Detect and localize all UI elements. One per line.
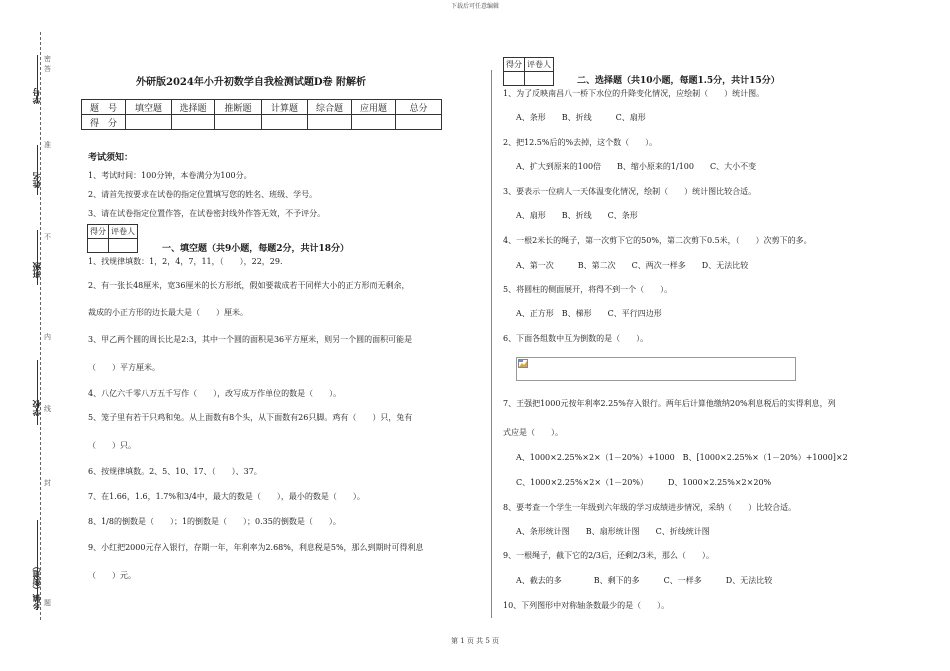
grader-score-label: 得分 (504, 58, 525, 72)
score-table-header: 题 号 (82, 100, 126, 115)
section2-line: 8、要考查一个学生一年级到六年级的学习成绩进步情况，采纳（ ）比较合适。 (503, 503, 797, 512)
section1-heading: 一、填空题（共9小题，每题2分，共计18分） (162, 244, 350, 254)
notice-item: 2、请首先按要求在试卷的指定位置填写您的姓名、班级、学号。 (88, 190, 318, 199)
score-table-header: 应用题 (352, 100, 396, 115)
page-title: 外研版2024年小升初数学自我检测试题D卷 附解析 (136, 77, 366, 88)
section1-line: （ ）只。 (88, 441, 136, 450)
score-cell[interactable] (308, 115, 352, 130)
score-table-header: 总分 (396, 100, 442, 115)
section2-line: 4、一根2米长的绳子，第一次剪下它的50%，第二次剪下0.5米，（ ）次剪下的多。 (503, 236, 812, 245)
field-label-name: 姓名 (31, 172, 41, 188)
seal-char: 题 (44, 599, 51, 607)
grader-name-label: 评卷人 (525, 58, 554, 72)
section2-option-line: A、1000×2.25%×2×（1－20%）+1000 B、[1000×2.25%×（1－20%）+1000]×2 (516, 453, 848, 462)
section2-option-line: A、截去的多 B、剩下的多 C、一样多 D、无法比较 (516, 576, 773, 585)
section2-option-line: A、正方形 B、梯形 C、平行四边形 (516, 309, 662, 318)
section1-line: 9、小红把2000元存入银行，存期一年，年利率为2.68%，利息税是5%，那么到期时可得利息 (88, 543, 424, 552)
section2-line: 10、下列图形中对称轴条数最少的是（ ）。 (503, 601, 670, 610)
section2-option-line: C、1000×2.25%×2×（1－20%） D、1000×2.25%×2×20% (516, 478, 772, 487)
section2-line: 式应是（ ）。 (503, 428, 563, 437)
page-footer: 第 1 页 共 5 页 (450, 637, 500, 645)
broken-image-icon (518, 359, 528, 368)
seal-char: 密 (44, 55, 51, 63)
grader-name-cell[interactable] (109, 239, 138, 253)
score-cell[interactable] (352, 115, 396, 130)
section1-line: 5、笼子里有若干只鸡和兔。从上面数有8个头，从下面数有26只脚。鸡有（ ）只，兔有 (88, 413, 413, 422)
section1-line: （ ）平方厘米。 (88, 363, 160, 372)
section2-line: 7、王强把1000元按年利率2.25%存入银行。两年后计算他缴纳20%利息税后的实得利息，列 (503, 399, 836, 408)
score-table-header: 计算题 (262, 100, 308, 115)
section1-line: 2、有一张长48厘米，宽36厘米的长方形纸，假如要裁成若干同样大小的正方形而无剩余， (88, 281, 410, 290)
column-divider (491, 70, 492, 618)
score-table (81, 99, 442, 130)
score-cell[interactable] (396, 115, 442, 130)
grader-box-section1 (87, 224, 138, 253)
section1-line: （ ）元。 (88, 571, 136, 580)
section1-line: 8、1/8的倒数是（ ）；1的倒数是（ ）；0.35的倒数是（ ）。 (88, 517, 341, 526)
field-line-student-id (37, 55, 38, 103)
score-table-header: 综合题 (308, 100, 352, 115)
section2-option-line: A、第一次 B、第二次 C、两次一样多 D、无法比较 (516, 261, 749, 270)
section2-option-line: A、条形 B、折线 C、扇形 (516, 113, 646, 122)
field-label-student-id: 学号 (31, 88, 41, 104)
section2-line: 3、要表示一位病人一天体温变化情况，绘制（ ）统计图比较合适。 (503, 187, 757, 196)
grader-score-cell[interactable] (504, 72, 525, 86)
section1-line: 裁成的小正方形的边长最大是（ ）厘米。 (88, 308, 248, 317)
field-label-class: 班级 (31, 262, 41, 278)
score-table-header: 填空题 (126, 100, 172, 115)
grader-name-cell[interactable] (525, 72, 554, 86)
seal-char: 线 (44, 405, 51, 413)
section1-line: 3、甲乙两个圆的周长比是2:3，其中一个圆的面积是36平方厘米，则另一个圆的面积可能是 (88, 335, 413, 344)
seal-char: 不 (44, 233, 51, 241)
notice-item: 3、请在试卷指定位置作答，在试卷密封线外作答无效，不予评分。 (88, 209, 326, 218)
score-cell[interactable] (215, 115, 262, 130)
section2-heading: 二、选择题（共10小题，每题1.5分，共计15分） (577, 76, 780, 86)
grader-name-label: 评卷人 (109, 225, 138, 239)
section2-line: 6、下面各组数中互为倒数的是（ ）。 (503, 334, 649, 343)
seal-char: 答 (44, 65, 51, 73)
field-line-school (37, 360, 38, 425)
score-table-header: 推断题 (215, 100, 262, 115)
grader-score-label: 得分 (88, 225, 109, 239)
section1-line: 7、在1.66，1.6，1.7%和3/4中，最大的数是（ ），最小的数是（ ）。 (88, 492, 365, 501)
score-table-row-label: 得 分 (82, 115, 126, 130)
field-line-name (37, 145, 38, 195)
grader-box-section2 (503, 57, 554, 86)
field-line-class (37, 230, 38, 285)
score-table-header: 选择题 (172, 100, 215, 115)
seal-char: 封 (44, 479, 51, 487)
score-cell[interactable] (126, 115, 172, 130)
notice-heading: 考试须知： (88, 153, 134, 163)
section1-line: 1、找规律填数：1，2，4，7，11，（ ），22，29. (88, 257, 283, 266)
section2-line: 1、为了反映南昌八一桥下水位的升降变化情况，应绘制（ ）统计图。 (503, 89, 765, 98)
field-label-township: 乡镇（街道） (31, 562, 41, 610)
section2-line: 2、把12.5%后的%去掉，这个数（ ）。 (503, 138, 658, 147)
section2-option-line: A、扇形 B、折线 C、条形 (516, 211, 638, 220)
section2-line: 5、将圆柱的侧面展开，将得不到一个（ ）。 (503, 285, 673, 294)
grader-score-cell[interactable] (88, 239, 109, 253)
top-note: 下载后可任意编辑 (450, 3, 499, 10)
options-image-placeholder (516, 357, 796, 381)
notice-item: 1、考试时间：100分钟，本卷满分为100分。 (88, 171, 252, 180)
seal-char: 准 (44, 141, 51, 149)
section1-line: 6、按规律填数。2、5、10、17、（ ）、37。 (88, 467, 262, 476)
section1-line: 4、八亿六千零八万五千写作（ ），改写成万作单位的数是（ ）。 (88, 389, 342, 398)
field-line-township (37, 520, 38, 610)
score-cell[interactable] (172, 115, 215, 130)
section2-option-line: A、扩大到原来的100倍 B、缩小原来的1/100 C、大小不变 (516, 162, 757, 171)
score-cell[interactable] (262, 115, 308, 130)
section2-option-line: A、条形统计图 B、扇形统计图 C、折线统计图 (516, 527, 710, 536)
field-label-school: 学校 (31, 400, 41, 416)
binding-dashed-line (40, 32, 41, 620)
score-table-header-row (82, 100, 442, 115)
score-table-score-row (82, 115, 442, 130)
section2-line: 9、一根绳子，截下它的2/3后，还剩2/3米，那么（ ）。 (503, 551, 714, 560)
seal-char: 内 (44, 333, 51, 341)
